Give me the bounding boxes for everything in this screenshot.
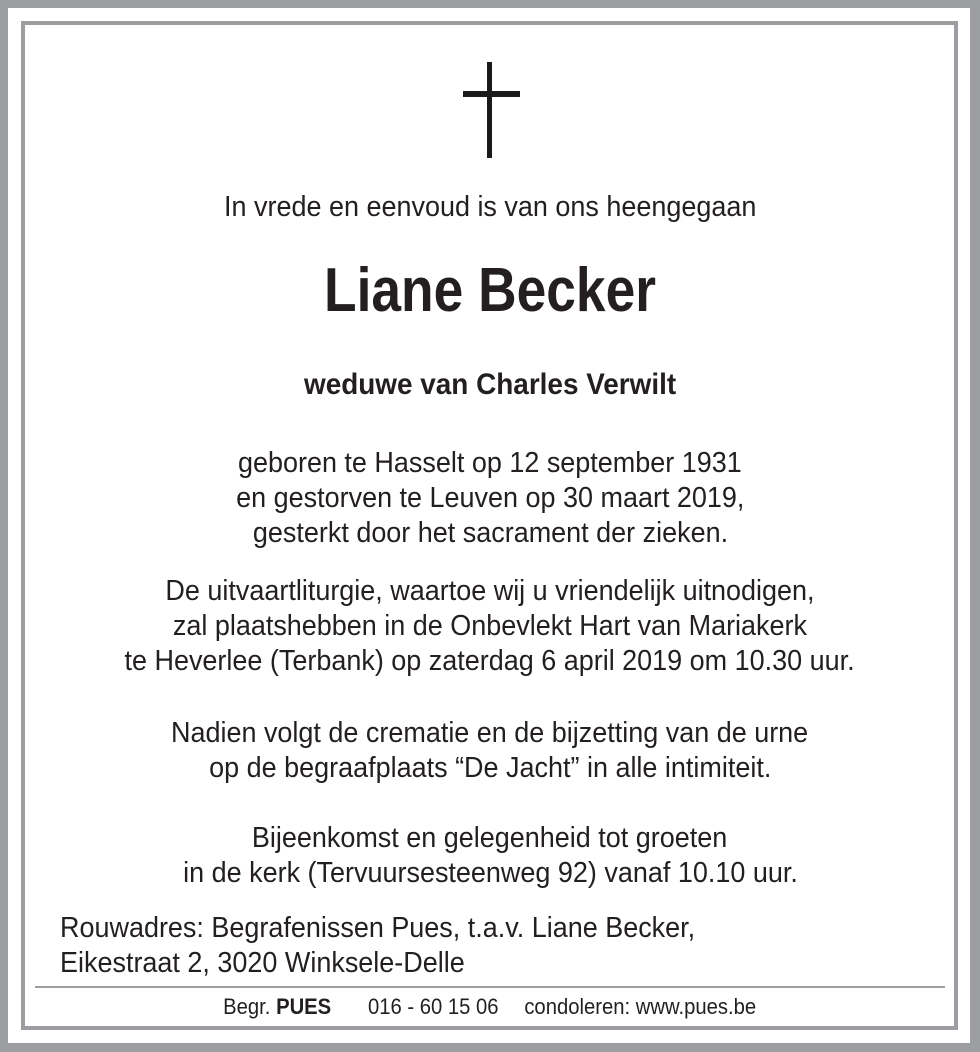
intro-line [0,190,980,225]
life-line [0,446,980,481]
address-line [60,911,743,946]
footer-condolences-link[interactable]: condoleren: www.pues.be [524,994,757,1019]
life-line-text: en gestorven te Leuven op 30 maart 2019, [235,482,745,514]
footer-divider [35,986,945,988]
cross-vertical-bar [487,62,492,158]
footer-content [224,994,757,1020]
funeral-line [0,609,980,644]
address-line [60,946,495,981]
funeral-line [0,574,980,609]
intro-text: In vrede en eenvoud is van ons heengegaan [223,191,757,223]
cremation-line [0,751,980,786]
relation-text: weduwe van Charles Verwilt [303,368,677,401]
gathering-line-text: in de kerk (Tervuursesteenweg 92) vanaf 10.10 uur. [182,857,798,889]
cremation-line-text: op de begraafplaats “De Jacht” in alle intimiteit. [208,752,772,784]
gathering-line [0,821,980,856]
cremation-line [0,716,980,751]
funeral-line-text: te Heverlee (Terbank) op zaterdag 6 april 2019 om 10.30 uur. [124,645,856,677]
cross-horizontal-bar [463,91,520,97]
life-line-text: geboren te Hasselt op 12 september 1931 [238,447,742,479]
relation-line [0,367,980,403]
deceased-name-text: Liane Becker [324,256,656,325]
funeral-line-text: zal plaatshebben in de Onbevlekt Hart van Mariakerk [172,610,808,642]
address-line-text: Rouwadres: Begrafenissen Pues, t.a.v. Liane Becker, [60,912,696,944]
cremation-line-text: Nadien volgt de crematie en de bijzetting van de urne [171,717,809,749]
footer-company: PUES [276,994,332,1019]
gathering-line [0,856,980,891]
funeral-line [0,644,980,679]
address-line-text: Eikestraat 2, 3020 Winksele-Delle [60,947,465,979]
funeral-line-text: De uitvaartliturgie, waartoe wij u vriendelijk uitnodigen, [165,575,815,607]
life-line [0,481,980,516]
footer-phone: 016 - 60 15 06 [368,994,499,1019]
life-line [0,516,980,551]
gathering-line-text: Bijeenkomst en gelegenheid tot groeten [252,822,728,854]
footer-prefix: Begr. [223,994,271,1019]
life-line-text: gesterkt door het sacrament der zieken. [252,517,728,549]
footer [0,994,980,1020]
deceased-name [0,256,980,326]
